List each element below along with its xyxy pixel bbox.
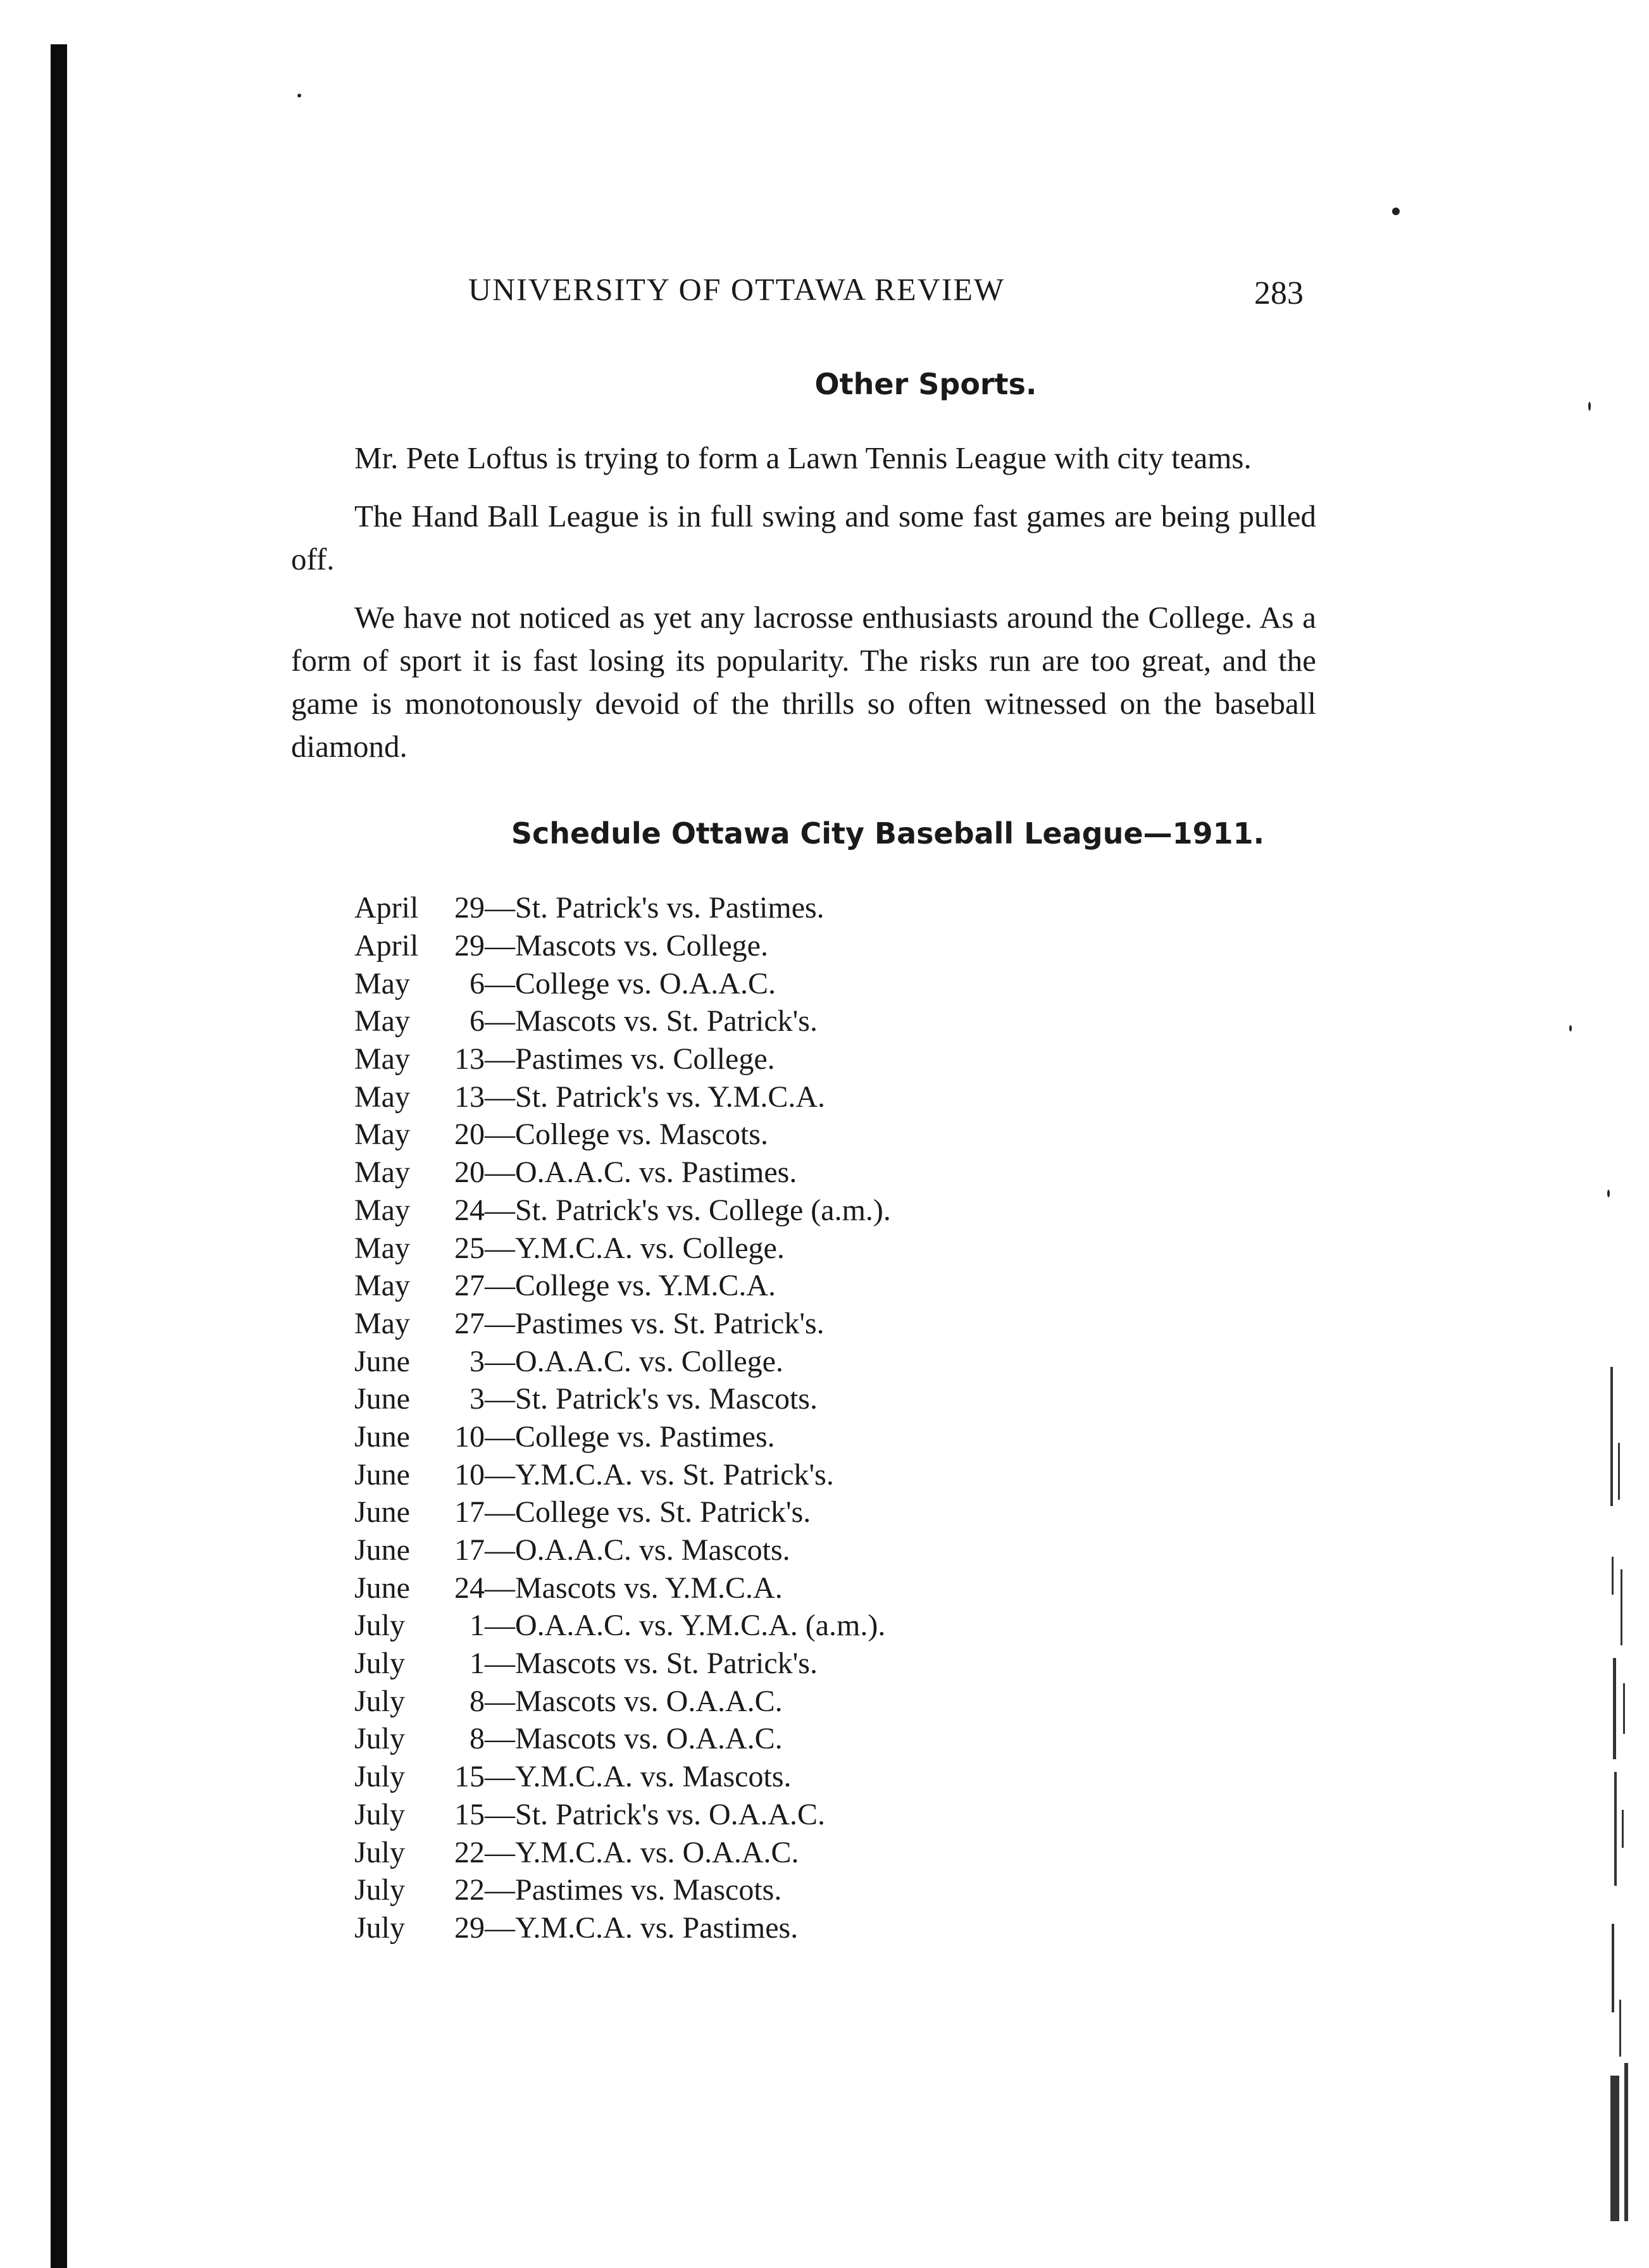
schedule-month: May bbox=[354, 1042, 410, 1076]
schedule-day: 22 bbox=[454, 1835, 485, 1869]
schedule-game: Pastimes vs. College. bbox=[515, 1042, 775, 1076]
schedule-dash: — bbox=[485, 1419, 515, 1454]
schedule-row bbox=[354, 1040, 1240, 1078]
schedule-row bbox=[354, 1116, 1240, 1154]
schedule-month: July bbox=[354, 1684, 406, 1718]
schedule-month: July bbox=[354, 1722, 406, 1756]
schedule-game: Mascots vs. Y.M.C.A. bbox=[515, 1571, 783, 1605]
schedule-dash: — bbox=[485, 1118, 515, 1152]
schedule-game: Y.M.C.A. vs. St. Patrick's. bbox=[515, 1457, 834, 1492]
schedule-game: O.A.A.C. vs. Mascots. bbox=[515, 1533, 790, 1567]
schedule-game: O.A.A.C. vs. College. bbox=[515, 1344, 783, 1378]
schedule-day: 1 bbox=[470, 1647, 485, 1681]
schedule-dash: — bbox=[485, 1722, 515, 1756]
schedule-dash: — bbox=[485, 1684, 515, 1718]
schedule-month: June bbox=[354, 1495, 410, 1530]
schedule-month: July bbox=[354, 1873, 406, 1907]
schedule-dash: — bbox=[485, 1193, 515, 1227]
schedule-day: 15 bbox=[454, 1797, 485, 1831]
schedule-month: June bbox=[354, 1571, 410, 1605]
schedule-game: St. Patrick's vs. College (a.m.). bbox=[515, 1193, 891, 1227]
schedule-day: 27 bbox=[454, 1306, 485, 1340]
schedule-dash: — bbox=[485, 1495, 515, 1530]
schedule-list bbox=[354, 889, 1240, 1947]
schedule-day: 17 bbox=[454, 1495, 485, 1530]
schedule-dash: — bbox=[485, 1533, 515, 1567]
schedule-dash: — bbox=[485, 1609, 515, 1643]
schedule-row bbox=[354, 1455, 1240, 1493]
schedule-game: St. Patrick's vs. O.A.A.C. bbox=[515, 1797, 826, 1831]
schedule-day: 8 bbox=[470, 1722, 485, 1756]
schedule-dash: — bbox=[485, 1231, 515, 1265]
ink-speck bbox=[1569, 1025, 1572, 1031]
running-head bbox=[468, 266, 1304, 316]
journal-title: UNIVERSITY OF OTTAWA REVIEW bbox=[468, 271, 1005, 307]
schedule-game: Y.M.C.A. vs. College. bbox=[515, 1231, 785, 1265]
schedule-dash: — bbox=[485, 1760, 515, 1794]
schedule-day: 3 bbox=[470, 1382, 485, 1416]
schedule-row bbox=[354, 1607, 1240, 1645]
schedule-month: July bbox=[354, 1609, 406, 1643]
schedule-game: O.A.A.C. vs. Pastimes. bbox=[515, 1156, 797, 1190]
schedule-row bbox=[354, 927, 1240, 965]
schedule-row bbox=[354, 1833, 1240, 1871]
schedule-game: Pastimes vs. Mascots. bbox=[515, 1873, 782, 1907]
schedule-dash: — bbox=[485, 1797, 515, 1831]
schedule-month: May bbox=[354, 1306, 410, 1340]
schedule-row bbox=[354, 1871, 1240, 1909]
schedule-row bbox=[354, 889, 1240, 927]
ink-speck bbox=[1607, 1190, 1610, 1197]
schedule-row bbox=[354, 1305, 1240, 1343]
schedule-month: July bbox=[354, 1910, 406, 1945]
paragraph: Mr. Pete Loftus is trying to form a Lawn Tennis League with city teams. bbox=[354, 440, 1252, 475]
schedule-month: May bbox=[354, 966, 410, 1000]
schedule-game: Y.M.C.A. vs. Pastimes. bbox=[515, 1910, 799, 1945]
schedule-month: June bbox=[354, 1533, 410, 1567]
schedule-row bbox=[354, 1229, 1240, 1267]
schedule-day: 6 bbox=[470, 1004, 485, 1038]
schedule-dash: — bbox=[485, 1457, 515, 1492]
ink-speck bbox=[1392, 208, 1400, 215]
schedule-month: July bbox=[354, 1760, 406, 1794]
schedule-dash: — bbox=[485, 1835, 515, 1869]
ink-speck bbox=[297, 94, 301, 97]
schedule-month: May bbox=[354, 1193, 410, 1227]
schedule-row bbox=[354, 1493, 1240, 1531]
schedule-month: June bbox=[354, 1419, 410, 1454]
schedule-month: May bbox=[354, 1118, 410, 1152]
schedule-day: 15 bbox=[454, 1760, 485, 1794]
schedule-game: Mascots vs. O.A.A.C. bbox=[515, 1722, 783, 1756]
schedule-day: 29 bbox=[454, 891, 485, 925]
schedule-row bbox=[354, 1418, 1240, 1456]
schedule-month: July bbox=[354, 1797, 406, 1831]
schedule-day: 8 bbox=[470, 1684, 485, 1718]
schedule-month: May bbox=[354, 1231, 410, 1265]
schedule-day: 13 bbox=[454, 1042, 485, 1076]
schedule-row bbox=[354, 1569, 1240, 1607]
schedule-month: May bbox=[354, 1004, 410, 1038]
schedule-month: June bbox=[354, 1382, 410, 1416]
schedule-day: 13 bbox=[454, 1080, 485, 1114]
schedule-heading: Schedule Ottawa City Baseball League—1911. bbox=[511, 816, 1265, 850]
schedule-month: May bbox=[354, 1269, 410, 1303]
schedule-dash: — bbox=[485, 1004, 515, 1038]
schedule-row bbox=[354, 1078, 1240, 1116]
schedule-row bbox=[354, 1267, 1240, 1305]
schedule-game: College vs. Mascots. bbox=[515, 1118, 768, 1152]
schedule-day: 6 bbox=[470, 966, 485, 1000]
schedule-dash: — bbox=[485, 1080, 515, 1114]
schedule-dash: — bbox=[485, 1042, 515, 1076]
schedule-day: 20 bbox=[454, 1156, 485, 1190]
schedule-day: 29 bbox=[454, 1910, 485, 1945]
schedule-dash: — bbox=[485, 1156, 515, 1190]
schedule-row bbox=[354, 1758, 1240, 1796]
schedule-row bbox=[354, 1720, 1240, 1758]
schedule-month: May bbox=[354, 1080, 410, 1114]
schedule-day: 1 bbox=[470, 1609, 485, 1643]
schedule-row bbox=[354, 1380, 1240, 1418]
schedule-game: Mascots vs. St. Patrick's. bbox=[515, 1004, 818, 1038]
schedule-row bbox=[354, 1192, 1240, 1230]
schedule-game: St. Patrick's vs. Pastimes. bbox=[515, 891, 824, 925]
schedule-game: St. Patrick's vs. Mascots. bbox=[515, 1382, 818, 1416]
schedule-game: Mascots vs. St. Patrick's. bbox=[515, 1647, 818, 1681]
schedule-month: July bbox=[354, 1647, 406, 1681]
schedule-game: College vs. O.A.A.C. bbox=[515, 966, 776, 1000]
schedule-day: 25 bbox=[454, 1231, 485, 1265]
schedule-row bbox=[354, 1682, 1240, 1720]
schedule-dash: — bbox=[485, 1382, 515, 1416]
schedule-game: Pastimes vs. St. Patrick's. bbox=[515, 1306, 824, 1340]
schedule-month: July bbox=[354, 1835, 406, 1869]
schedule-month: June bbox=[354, 1457, 410, 1492]
schedule-dash: — bbox=[485, 1571, 515, 1605]
schedule-dash: — bbox=[485, 1269, 515, 1303]
schedule-dash: — bbox=[485, 1306, 515, 1340]
schedule-game: St. Patrick's vs. Y.M.C.A. bbox=[515, 1080, 826, 1114]
schedule-row bbox=[354, 1342, 1240, 1380]
schedule-game: College vs. Pastimes. bbox=[515, 1419, 775, 1454]
page-edge-noise bbox=[1610, 1367, 1642, 2221]
schedule-month: April bbox=[354, 929, 419, 963]
schedule-row bbox=[354, 1645, 1240, 1683]
schedule-dash: — bbox=[485, 1647, 515, 1681]
schedule-row bbox=[354, 1531, 1240, 1569]
schedule-day: 29 bbox=[454, 929, 485, 963]
schedule-month: June bbox=[354, 1344, 410, 1378]
schedule-row bbox=[354, 1796, 1240, 1834]
schedule-day: 22 bbox=[454, 1873, 485, 1907]
schedule-game: O.A.A.C. vs. Y.M.C.A. (a.m.). bbox=[515, 1609, 886, 1643]
paragraph: We have not noticed as yet any lacrosse enthusiasts around the College. As a form of sport it is fast losing its popularity. The risks run are too great, and the game is monotonously devoid of the thrills so often witnessed on the baseball diamond. bbox=[291, 600, 1316, 764]
page-number: 283 bbox=[1254, 275, 1304, 311]
schedule-day: 20 bbox=[454, 1118, 485, 1152]
schedule-dash: — bbox=[485, 1344, 515, 1378]
other-sports-heading: Other Sports. bbox=[814, 367, 1037, 401]
schedule-day: 24 bbox=[454, 1571, 485, 1605]
schedule-game: Mascots vs. College. bbox=[515, 929, 768, 963]
schedule-game: Mascots vs. O.A.A.C. bbox=[515, 1684, 783, 1718]
schedule-day: 10 bbox=[454, 1419, 485, 1454]
other-sports-body bbox=[291, 437, 1316, 783]
schedule-month: May bbox=[354, 1156, 410, 1190]
schedule-dash: — bbox=[485, 966, 515, 1000]
schedule-dash: — bbox=[485, 1873, 515, 1907]
schedule-row bbox=[354, 1154, 1240, 1192]
schedule-game: Y.M.C.A. vs. O.A.A.C. bbox=[515, 1835, 799, 1869]
schedule-row bbox=[354, 964, 1240, 1002]
paragraph: The Hand Ball League is in full swing and some fast games are being pulled off. bbox=[291, 499, 1316, 576]
schedule-dash: — bbox=[485, 929, 515, 963]
schedule-day: 3 bbox=[470, 1344, 485, 1378]
schedule-day: 24 bbox=[454, 1193, 485, 1227]
schedule-day: 10 bbox=[454, 1457, 485, 1492]
schedule-row bbox=[354, 1909, 1240, 1947]
schedule-dash: — bbox=[485, 891, 515, 925]
schedule-game: College vs. St. Patrick's. bbox=[515, 1495, 811, 1530]
schedule-game: College vs. Y.M.C.A. bbox=[515, 1269, 776, 1303]
schedule-month: April bbox=[354, 891, 419, 925]
ink-speck bbox=[1588, 402, 1591, 411]
schedule-row bbox=[354, 1002, 1240, 1040]
schedule-dash: — bbox=[485, 1910, 515, 1945]
schedule-day: 17 bbox=[454, 1533, 485, 1567]
schedule-day: 27 bbox=[454, 1269, 485, 1303]
schedule-game: Y.M.C.A. vs. Mascots. bbox=[515, 1760, 792, 1794]
